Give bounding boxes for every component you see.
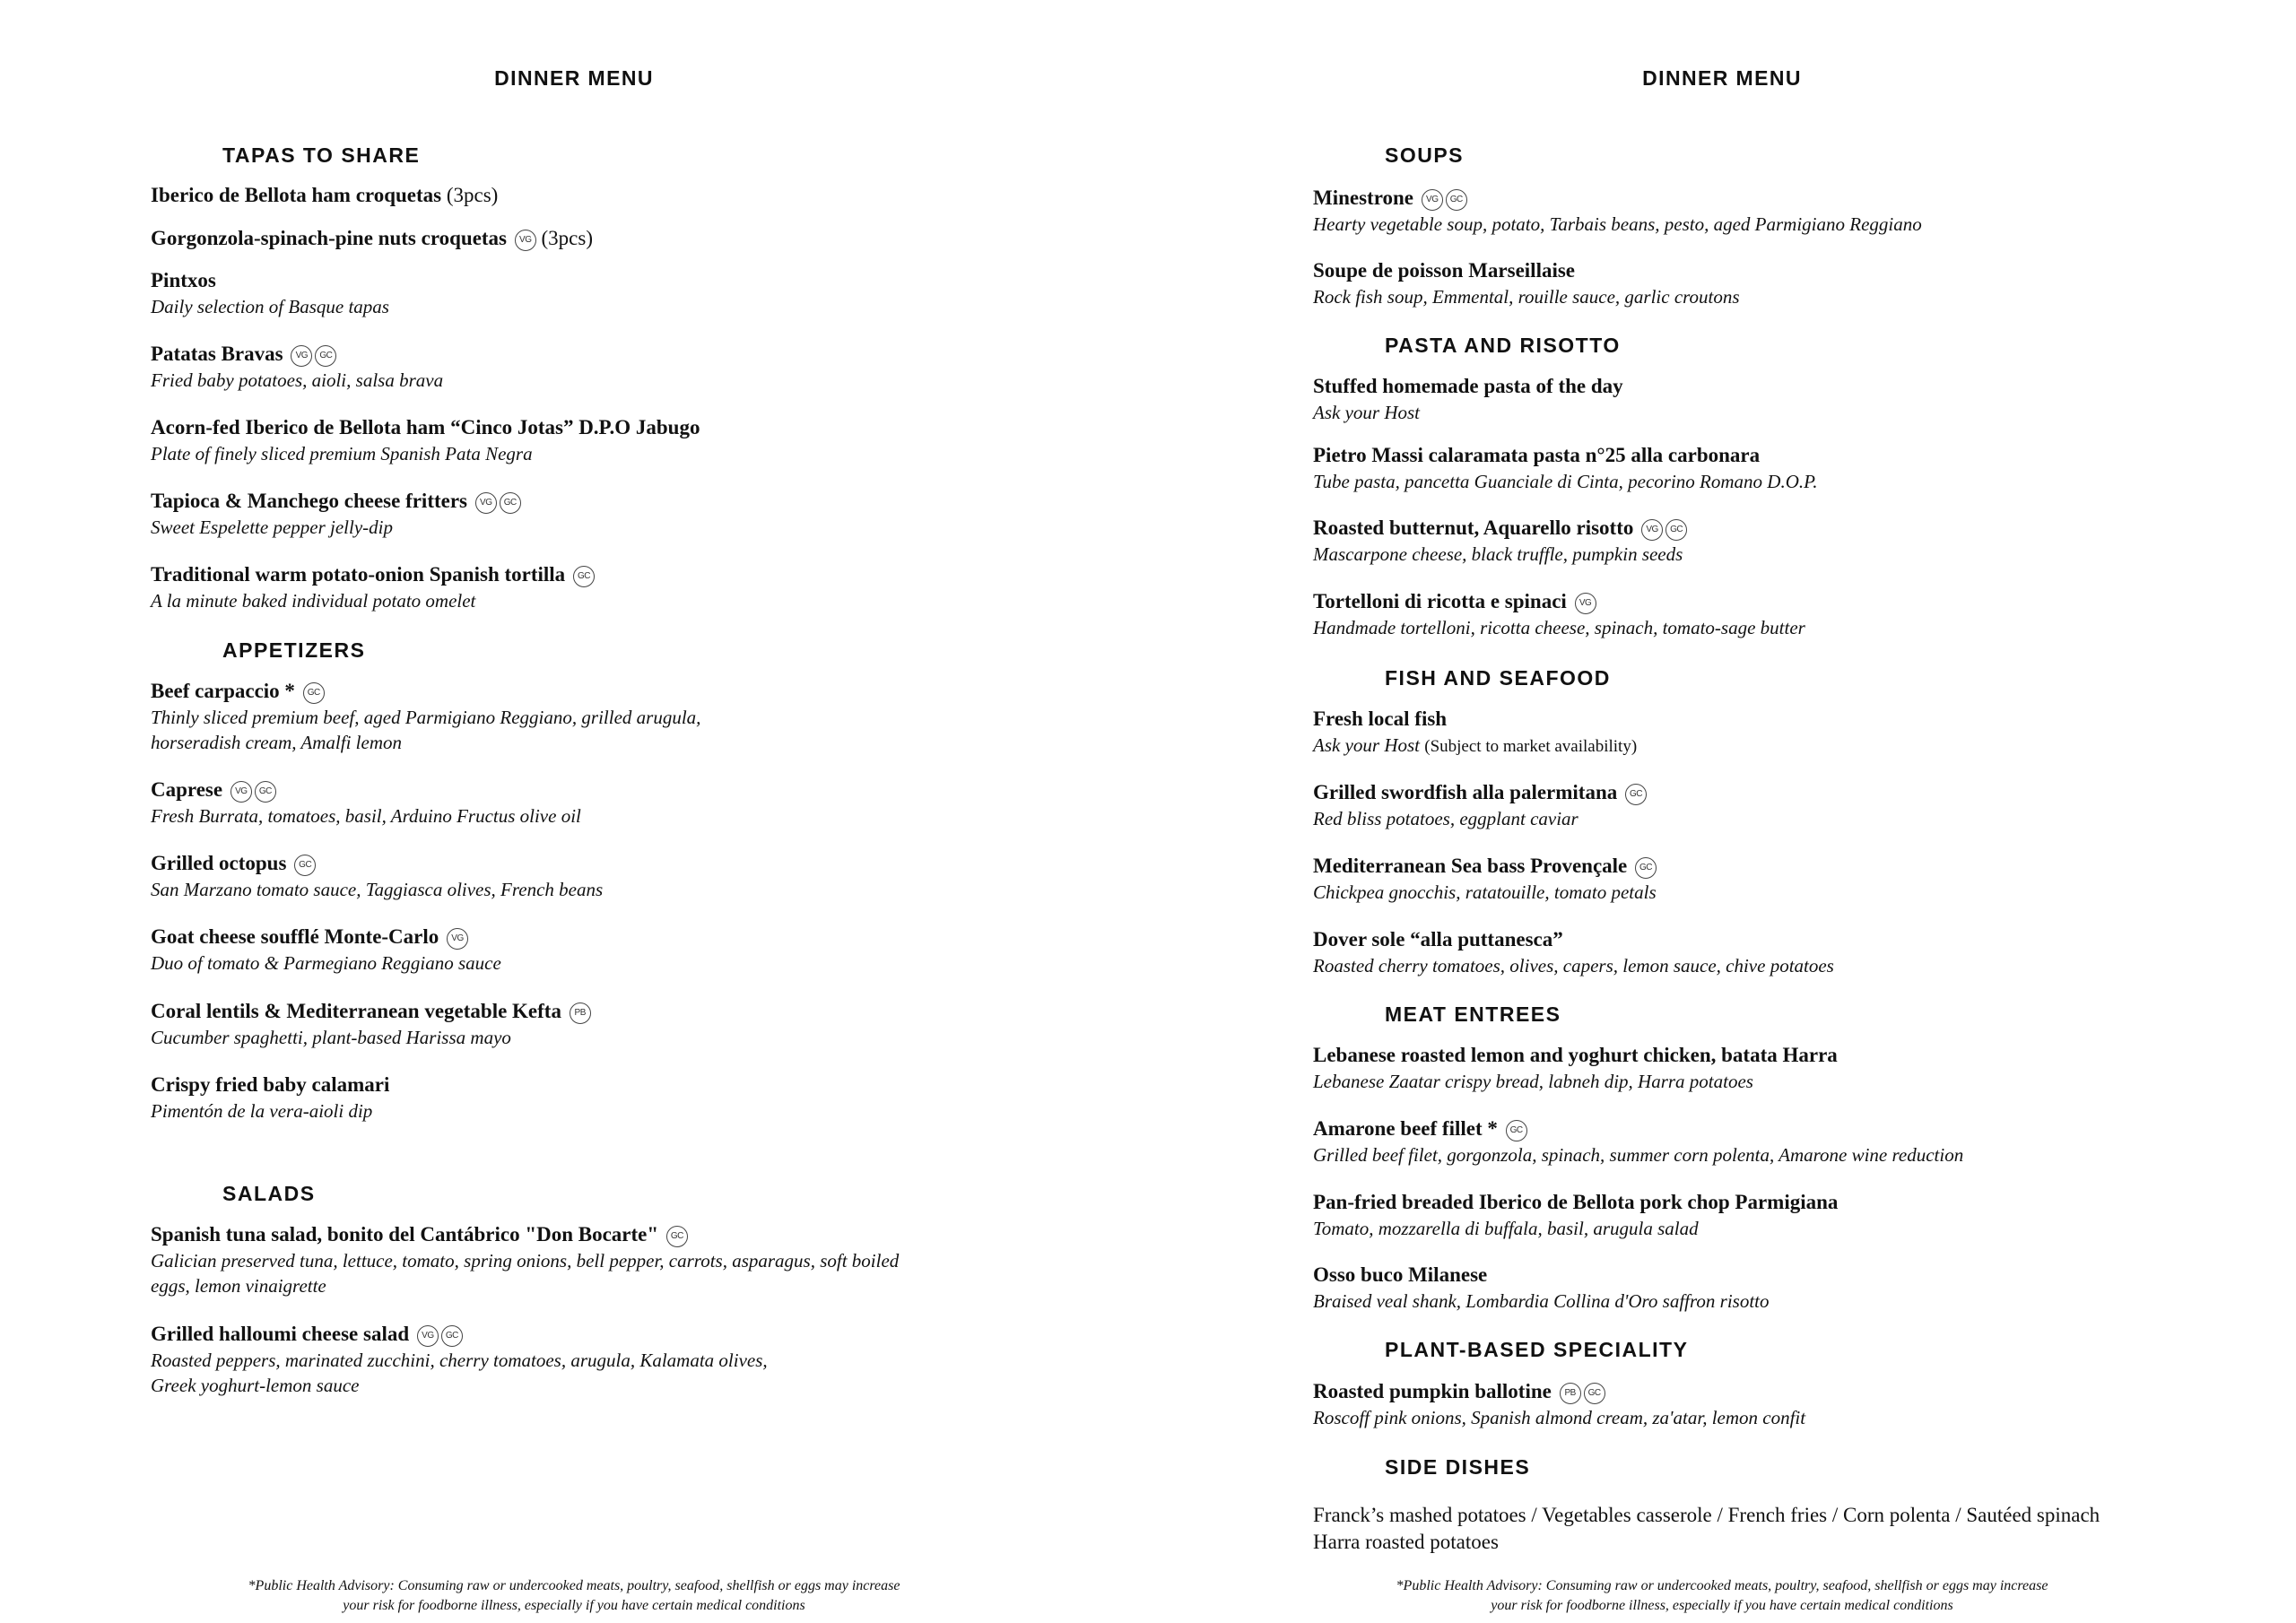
- menu-item: [1313, 1378, 2264, 1430]
- side-dishes-line: Harra roasted potatoes: [1313, 1531, 1499, 1553]
- dish-description: Duo of tomato & Parmegiano Reggiano sauce: [151, 952, 501, 974]
- dish-description: A la minute baked individual potato omelet: [151, 590, 476, 612]
- gluten-conscious-badge-icon: GC: [1635, 857, 1657, 879]
- menu-item: [151, 561, 1012, 613]
- gluten-conscious-badge-icon: GC: [500, 492, 521, 514]
- plant-based-badge-icon: PB: [570, 1002, 591, 1024]
- advisory-line: *Public Health Advisory: Consuming raw or undercooked meats, poultry, seafood, shellfish or eggs may increase: [248, 1578, 900, 1593]
- gluten-conscious-badge-icon: GC: [1665, 519, 1687, 541]
- dish-name: Dover sole “alla puttanesca”: [1313, 928, 1563, 950]
- dish-name: Pintxos: [151, 269, 216, 291]
- dish-portion: (3pcs): [446, 184, 499, 206]
- menu-item: [1313, 1115, 2264, 1167]
- section-heading-meat: MEAT ENTREES: [1385, 1002, 1561, 1026]
- dish-name: Crispy fried baby calamari: [151, 1073, 390, 1096]
- dish-name: Traditional warm potato-onion Spanish tortilla: [151, 563, 566, 586]
- dish-name: Beef carpaccio *: [151, 680, 295, 702]
- dish-description: Roasted cherry tomatoes, olives, capers, lemon sauce, chive potatoes: [1313, 955, 1834, 976]
- dish-name: Coral lentils & Mediterranean vegetable Kefta: [151, 1000, 561, 1022]
- dish-description: Ask your Host: [1313, 734, 1420, 756]
- advisory-line: your risk for foodborne illness, especially if you have certain medical conditions: [343, 1598, 805, 1613]
- vegetarian-badge-icon: VG: [475, 492, 497, 514]
- dish-name: Soupe de poisson Marseillaise: [1313, 259, 1576, 282]
- section-heading-appetizers: APPETIZERS: [222, 638, 366, 662]
- dish-name: Iberico de Bellota ham croquetas: [151, 184, 442, 206]
- gluten-conscious-badge-icon: GC: [1584, 1383, 1605, 1404]
- gluten-conscious-badge-icon: GC: [1446, 189, 1467, 211]
- menu-item: [151, 488, 1012, 540]
- advisory-line: your risk for foodborne illness, especially if you have certain medical conditions: [1491, 1598, 1953, 1613]
- dish-name: Minestrone: [1313, 187, 1414, 209]
- vegetarian-badge-icon: VG: [515, 230, 536, 251]
- gluten-conscious-badge-icon: GC: [573, 566, 595, 587]
- gluten-conscious-badge-icon: GC: [315, 345, 336, 367]
- dish-description: Chickpea gnocchis, ratatouille, tomato petals: [1313, 881, 1657, 903]
- vegetarian-badge-icon: VG: [230, 781, 252, 803]
- dish-description-line2: Greek yoghurt-lemon sauce: [151, 1375, 360, 1396]
- vegetarian-badge-icon: VG: [447, 928, 468, 950]
- menu-item: [151, 678, 1012, 755]
- section-heading-sides: SIDE DISHES: [1385, 1455, 1531, 1479]
- advisory-line: *Public Health Advisory: Consuming raw or undercooked meats, poultry, seafood, shellfish or eggs may increase: [1396, 1578, 2048, 1593]
- dish-description: Fresh Burrata, tomatoes, basil, Arduino Fructus olive oil: [151, 805, 581, 827]
- dish-description: Roscoff pink onions, Spanish almond cream, za'atar, lemon confit: [1313, 1407, 1806, 1428]
- section-heading-plant-based: PLANT-BASED SPECIALITY: [1385, 1338, 1689, 1361]
- menu-item: [151, 1221, 1012, 1298]
- dish-description-line2: eggs, lemon vinaigrette: [151, 1275, 326, 1297]
- side-dishes-line: Franck’s mashed potatoes / Vegetables casserole / French fries / Corn polenta / Sautéed spinach: [1313, 1504, 2100, 1526]
- gluten-conscious-badge-icon: GC: [441, 1325, 463, 1347]
- gluten-conscious-badge-icon: GC: [255, 781, 276, 803]
- dish-description: Grilled beef filet, gorgonzola, spinach, summer corn polenta, Amarone wine reduction: [1313, 1144, 1964, 1166]
- menu-title: DINNER MENU: [1642, 66, 1802, 90]
- dish-description: Rock fish soup, Emmental, rouille sauce, garlic croutons: [1313, 286, 1740, 308]
- vegetarian-badge-icon: VG: [291, 345, 312, 367]
- dish-description: Ask your Host: [1313, 402, 1420, 423]
- dish-name: Spanish tuna salad, bonito del Cantábrico "Don Bocarte": [151, 1223, 659, 1245]
- dish-description: Sweet Espelette pepper jelly-dip: [151, 516, 393, 538]
- gluten-conscious-badge-icon: GC: [666, 1226, 688, 1247]
- dish-name: Pan-fried breaded Iberico de Bellota pork chop Parmigiana: [1313, 1191, 1839, 1213]
- menu-item: [151, 341, 1012, 393]
- dish-name: Caprese: [151, 778, 223, 801]
- menu-page-right: [1148, 0, 2296, 1623]
- dish-description: Tomato, mozzarella di buffala, basil, arugula salad: [1313, 1218, 1699, 1239]
- menu-item: [151, 267, 1012, 319]
- dish-name: Goat cheese soufflé Monte-Carlo: [151, 925, 439, 948]
- gluten-conscious-badge-icon: GC: [303, 682, 325, 704]
- dish-name: Gorgonzola-spinach-pine nuts croquetas: [151, 227, 508, 249]
- dish-name: Roasted butternut, Aquarello risotto: [1313, 516, 1634, 539]
- section-heading-pasta: PASTA AND RISOTTO: [1385, 334, 1621, 357]
- dish-description: Daily selection of Basque tapas: [151, 296, 389, 317]
- vegetarian-badge-icon: VG: [1575, 593, 1596, 614]
- dish-description: Lebanese Zaatar crispy bread, labneh dip, Harra potatoes: [1313, 1071, 1753, 1092]
- dish-description: Plate of finely sliced premium Spanish Pata Negra: [151, 443, 533, 464]
- dish-name: Amarone beef fillet *: [1313, 1117, 1498, 1140]
- section-heading-fish: FISH AND SEAFOOD: [1385, 666, 1611, 690]
- plant-based-badge-icon: PB: [1560, 1383, 1581, 1404]
- dish-description: Braised veal shank, Lombardia Collina d'Oro saffron risotto: [1313, 1290, 1770, 1312]
- dish-portion: (3pcs): [541, 227, 593, 249]
- menu-title: DINNER MENU: [494, 66, 654, 90]
- menu-item: [1313, 442, 2264, 494]
- menu-item: [151, 414, 1012, 466]
- dish-name: Pietro Massi calaramata pasta n°25 alla carbonara: [1313, 444, 1761, 466]
- menu-item: [151, 1321, 1012, 1398]
- vegetarian-badge-icon: VG: [1422, 189, 1443, 211]
- menu-item: [1313, 1042, 2264, 1094]
- vegetarian-badge-icon: VG: [417, 1325, 439, 1347]
- dish-description: Mascarpone cheese, black truffle, pumpkin seeds: [1313, 543, 1683, 565]
- dish-name: Stuffed homemade pasta of the day: [1313, 375, 1623, 397]
- dish-description: San Marzano tomato sauce, Taggiasca olives, French beans: [151, 879, 604, 900]
- dish-name: Acorn-fed Iberico de Bellota ham “Cinco Jotas” D.P.O Jabugo: [151, 416, 700, 438]
- dish-name: Mediterranean Sea bass Provençale: [1313, 855, 1628, 877]
- dish-name: Fresh local fish: [1313, 707, 1448, 730]
- section-heading-tapas: TAPAS TO SHARE: [222, 143, 421, 167]
- menu-item: [1313, 706, 2264, 759]
- menu-item: [1313, 257, 2264, 309]
- menu-item: [1313, 926, 2264, 978]
- dish-name: Tortelloni di ricotta e spinaci: [1313, 590, 1567, 612]
- gluten-conscious-badge-icon: GC: [294, 855, 316, 876]
- dish-name: Osso buco Milanese: [1313, 1263, 1488, 1286]
- menu-item: [1313, 588, 2264, 640]
- menu-item: [151, 850, 1012, 902]
- section-heading-soups: SOUPS: [1385, 143, 1465, 167]
- menu-item: [151, 1072, 1012, 1124]
- menu-item: [1313, 373, 2264, 425]
- dish-description: Fried baby potatoes, aioli, salsa brava: [151, 369, 444, 391]
- dish-description-line2: horseradish cream, Amalfi lemon: [151, 732, 402, 753]
- dish-description: Galician preserved tuna, lettuce, tomato, spring onions, bell pepper, carrots, asparagus, soft boiled: [151, 1250, 900, 1271]
- dish-description: Handmade tortelloni, ricotta cheese, spinach, tomato-sage butter: [1313, 617, 1805, 638]
- dish-description: Hearty vegetable soup, potato, Tarbais beans, pesto, aged Parmigiano Reggiano: [1313, 213, 1922, 235]
- dish-name: Tapioca & Manchego cheese fritters: [151, 490, 468, 512]
- dish-name: Grilled swordfish alla palermitana: [1313, 781, 1618, 803]
- gluten-conscious-badge-icon: GC: [1625, 784, 1647, 805]
- section-heading-salads: SALADS: [222, 1182, 316, 1205]
- availability-note: (Subject to market availability): [1424, 737, 1638, 756]
- dish-name: Grilled halloumi cheese salad: [151, 1323, 410, 1345]
- health-advisory: [0, 1576, 1148, 1616]
- menu-item: [151, 998, 1012, 1050]
- dish-name: Patatas Bravas: [151, 343, 283, 365]
- menu-item: [1313, 515, 2264, 567]
- dish-name: Grilled octopus: [151, 852, 287, 874]
- menu-item: [1313, 853, 2264, 905]
- menu-item: [1313, 779, 2264, 831]
- dish-name: Roasted pumpkin ballotine: [1313, 1380, 1552, 1402]
- menu-item: [1313, 1189, 2264, 1241]
- side-dishes-list: [1313, 1502, 2264, 1556]
- menu-item: [151, 777, 1012, 829]
- menu-item: [151, 225, 1012, 252]
- gluten-conscious-badge-icon: GC: [1506, 1120, 1527, 1141]
- menu-item: [151, 924, 1012, 976]
- dish-description: Cucumber spaghetti, plant-based Harissa mayo: [151, 1027, 511, 1048]
- dish-description: Thinly sliced premium beef, aged Parmigiano Reggiano, grilled arugula,: [151, 707, 701, 728]
- vegetarian-badge-icon: VG: [1641, 519, 1663, 541]
- menu-item: [151, 182, 1012, 209]
- dish-description: Red bliss potatoes, eggplant caviar: [1313, 808, 1578, 829]
- menu-item: [1313, 185, 2264, 237]
- dish-description: Roasted peppers, marinated zucchini, cherry tomatoes, arugula, Kalamata olives,: [151, 1350, 768, 1371]
- menu-item: [1313, 1262, 2264, 1314]
- dish-description: Pimentón de la vera-aioli dip: [151, 1100, 373, 1122]
- dish-description: Tube pasta, pancetta Guanciale di Cinta, pecorino Romano D.O.P.: [1313, 471, 1818, 492]
- health-advisory: [1148, 1576, 2296, 1616]
- dish-name: Lebanese roasted lemon and yoghurt chicken, batata Harra: [1313, 1044, 1838, 1066]
